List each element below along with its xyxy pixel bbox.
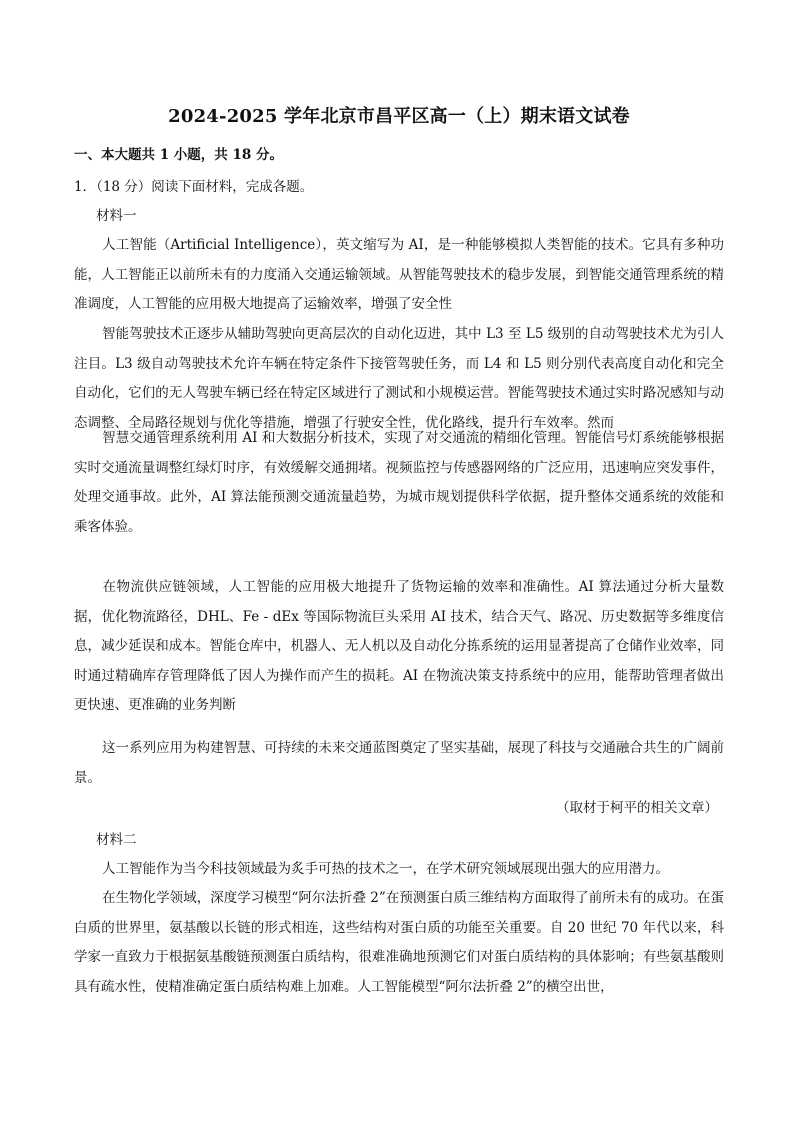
material-1-source: （取材于柯平的相关文章） bbox=[556, 800, 718, 816]
material-1-paragraph: 这一系列应用为构建智慧、可持续的未来交通蓝图奠定了坚实基础，展现了科技与交通融合共生的广阔前景。 bbox=[74, 740, 724, 786]
material-1-paragraph: 智慧交通管理系统利用 AI 和大数据分析技术，实现了对交通流的精细化管理。智能信号灯系统能够根据实时交通流量调整红绿灯时序，有效缓解交通拥堵。视频监控与传感器网络的广泛应用，迅速响应突发事件，处理交通事故。此外，AI 算法能预测交通流量趋势，为城市规划提供科学依据，提升整体交通系统的效能和乘客体验。 bbox=[74, 430, 724, 535]
section-heading: 一、本大题共 1 小题，共 18 分。 bbox=[74, 147, 283, 163]
material-1-label: 材料一 bbox=[96, 208, 137, 224]
material-1-paragraph: 在物流供应链领域，人工智能的应用极大地提升了货物运输的效率和准确性。AI 算法通过分析大量数据，优化物流路径，DHL、Fe - dEx 等国际物流巨头采用 AI 技术，结合天气、路况、历史数据等多维度信息，减少延误和成本。智能仓库中，机器人、无人机以及自动化分拣系统的运用显著提高了仓储作业效率，同时通过精确库存管理降低了因人为操作而产生的损耗。AI 在物流决策支持系统中的应用，能帮助管理者做出更快速、更准确的业务判断 bbox=[74, 579, 724, 713]
material-1-paragraph: 智能驾驶技术正逐步从辅助驾驶向更高层次的自动化迈进，其中 L3 至 L5 级别的自动驾驶技术尤为引人注目。L3 级自动驾驶技术允许车辆在特定条件下接管驾驶任务，而 L4 和 L5 则分别代表高度自动化和完全自动化，它们的无人驾驶车辆已经在特定区域进行了测试和小规模运营。智能驾驶技术通过实时路况感知与动态调整、全局路径规划与优化等措施，增强了行驶安全性，优化路线，提升行车效率。然而 bbox=[74, 326, 724, 431]
material-2-label: 材料二 bbox=[96, 832, 137, 848]
material-2-paragraph: 人工智能作为当今科技领域最为炙手可热的技术之一，在学术研究领域展现出强大的应用潜力。 bbox=[102, 861, 669, 877]
material-2-paragraph: 在生物化学领域，深度学习模型“阿尔法折叠 2”在预测蛋白质三维结构方面取得了前所未有的成功。在蛋白质的世界里，氨基酸以长链的形式相连，这些结构对蛋白质的功能至关重要。自 20 世纪 70 年代以来，科学家一直致力于根据氨基酸链预测蛋白质结构，很难准确地预测它们对蛋白质结构的具体影响；有些氨基酸则具有疏水性，使精准确定蛋白质结构难上加难。人工智能模型“阿尔法折叠 2”的横空出世， bbox=[74, 890, 724, 995]
page-title: 2024-2025 学年北京市昌平区高一（上）期末语文试卷 bbox=[168, 106, 630, 127]
question-stem: 1．（18 分）阅读下面材料，完成各题。 bbox=[74, 179, 314, 195]
material-1-paragraph: 人工智能（Artificial Intelligence），英文缩写为 AI，是一种能够模拟人类智能的技术。它具有多种功能，人工智能正以前所未有的力度涌入交通运输领域。从智能驾驶技术的稳步发展，到智能交通管理系统的精准调度，人工智能的应用极大地提高了运输效率，增强了安全性 bbox=[74, 237, 724, 312]
